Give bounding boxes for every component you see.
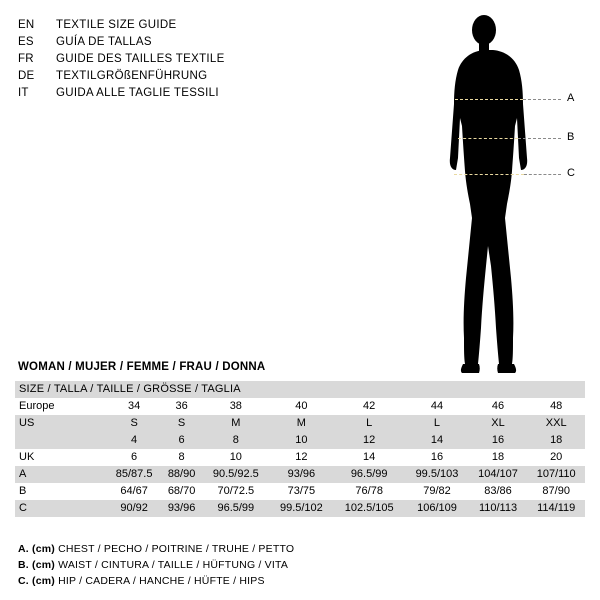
legend-text-a: CHEST / PECHO / POITRINE / TRUHE / PETTO — [58, 543, 295, 555]
figure-label-b: B — [567, 131, 575, 143]
row-label-a: A — [19, 468, 27, 480]
cell: 4 — [131, 434, 138, 446]
row-label-europe: Europe — [19, 400, 55, 412]
cell: 83/86 — [484, 485, 512, 497]
cell: 99.5/102 — [279, 502, 323, 514]
title-line-en — [18, 17, 348, 34]
row-label-uk: UK — [19, 451, 35, 463]
title-line-es — [18, 34, 348, 51]
cell: 10 — [295, 434, 308, 446]
cell: 90.5/92.5 — [212, 468, 259, 480]
cell: 34 — [127, 400, 141, 412]
cell: 8 — [178, 451, 185, 463]
legend-text-b: WAIST / CINTURA / TAILLE / HÜFTUNG / VITA — [58, 559, 289, 571]
cell: 40 — [295, 400, 308, 412]
table-header-row — [15, 381, 585, 398]
row-label-us-numeric — [15, 432, 107, 449]
table-row — [15, 449, 585, 466]
cell: L — [366, 417, 373, 429]
cell: 18 — [550, 434, 563, 446]
cell: 102.5/105 — [344, 502, 394, 514]
cell: 85/87.5 — [115, 468, 153, 480]
cell: 107/110 — [536, 468, 576, 480]
title-line-de — [18, 68, 348, 85]
lang-code-fr: FR — [18, 53, 34, 65]
cell: 14 — [363, 451, 376, 463]
measure-band-chest — [455, 99, 523, 100]
measure-band-waist — [458, 138, 518, 139]
cell: 48 — [550, 400, 563, 412]
title-text-fr: GUIDE DES TAILLES TEXTILE — [56, 53, 225, 65]
figure-label-a: A — [567, 92, 575, 104]
cell: 90/92 — [120, 502, 148, 514]
legend-row-b — [18, 557, 294, 573]
figure-label-c: C — [567, 167, 575, 179]
cell: 12 — [363, 434, 376, 446]
row-label-b: B — [19, 485, 27, 497]
table-row — [15, 466, 585, 483]
cell: S — [177, 417, 186, 429]
table-row — [15, 398, 585, 415]
cell: 104/107 — [478, 468, 518, 480]
cell: 114/119 — [537, 502, 576, 514]
title-text-en: TEXTILE SIZE GUIDE — [56, 19, 177, 31]
title-text-de: TEXTILGRÖßENFÜHRUNG — [56, 70, 208, 82]
cell: 6 — [178, 434, 185, 446]
title-text-es: GUÍA DE TALLAS — [56, 36, 152, 48]
cell: 6 — [131, 451, 138, 463]
cell: 88/90 — [167, 468, 196, 480]
cell: XL — [491, 417, 505, 429]
cell: 64/67 — [120, 485, 148, 497]
lang-code-en: EN — [18, 19, 35, 31]
cell: 87/90 — [542, 485, 570, 497]
lang-code-de: DE — [18, 70, 35, 82]
row-label-us: US — [19, 417, 35, 429]
legend-text-c: HIP / CADERA / HANCHE / HÜFTE / HIPS — [58, 575, 265, 587]
section-title: WOMAN / MUJER / FEMME / FRAU / DONNA — [18, 361, 266, 373]
cell: 8 — [232, 434, 239, 446]
title-text-it: GUIDA ALLE TAGLIE TESSILI — [56, 87, 219, 99]
figure-area — [400, 8, 600, 378]
cell: 96.5/99 — [350, 468, 388, 480]
cell: 110/113 — [478, 502, 518, 514]
female-silhouette-icon — [400, 8, 600, 378]
cell: M — [296, 417, 306, 429]
cell: 93/96 — [287, 468, 316, 480]
measurement-legend — [18, 541, 294, 589]
cell: 106/109 — [417, 502, 457, 514]
row-label-c: C — [19, 502, 27, 514]
cell: 38 — [229, 400, 242, 412]
cell: 70/72.5 — [217, 485, 255, 497]
cell: S — [130, 417, 138, 429]
lead-line-a — [523, 99, 561, 100]
cell: 20 — [550, 451, 563, 463]
table-row — [15, 483, 585, 500]
legend-key-a: A. (cm) — [18, 543, 55, 555]
cell: 99.5/103 — [415, 468, 459, 480]
cell: 73/75 — [287, 485, 316, 497]
cell: 16 — [430, 451, 444, 463]
cell: 18 — [491, 451, 505, 463]
cell: 68/70 — [167, 485, 196, 497]
cell: 79/82 — [423, 485, 451, 497]
size-table — [15, 381, 585, 517]
legend-row-c — [18, 573, 294, 589]
legend-key-c: C. (cm) — [18, 575, 55, 587]
lang-code-es: ES — [18, 36, 34, 48]
lead-line-c — [524, 174, 561, 175]
cell: 46 — [491, 400, 505, 412]
cell: 14 — [430, 434, 444, 446]
legend-key-b: B. (cm) — [18, 559, 55, 571]
cell: 36 — [175, 400, 188, 412]
cell: 44 — [430, 400, 444, 412]
cell: 12 — [295, 451, 308, 463]
measure-band-hip — [454, 174, 524, 175]
cell: 93/96 — [167, 502, 196, 514]
table-row — [15, 432, 585, 449]
legend-row-a — [18, 541, 294, 557]
table-row — [15, 415, 585, 432]
cell: 42 — [363, 400, 376, 412]
title-block — [18, 17, 348, 102]
title-line-fr — [18, 51, 348, 68]
cell: M — [231, 417, 241, 429]
cell: 96.5/99 — [217, 502, 255, 514]
lead-line-b — [518, 138, 561, 139]
table-row — [15, 500, 585, 517]
lang-code-it: IT — [18, 87, 29, 99]
cell: 10 — [229, 451, 242, 463]
cell: XXL — [545, 417, 567, 429]
table-header-label: SIZE / TALLA / TAILLE / GRÖSSE / TAGLIA — [19, 383, 241, 395]
cell: L — [433, 417, 441, 429]
cell: 76/78 — [355, 485, 383, 497]
title-line-it — [18, 85, 348, 102]
cell: 16 — [491, 434, 505, 446]
